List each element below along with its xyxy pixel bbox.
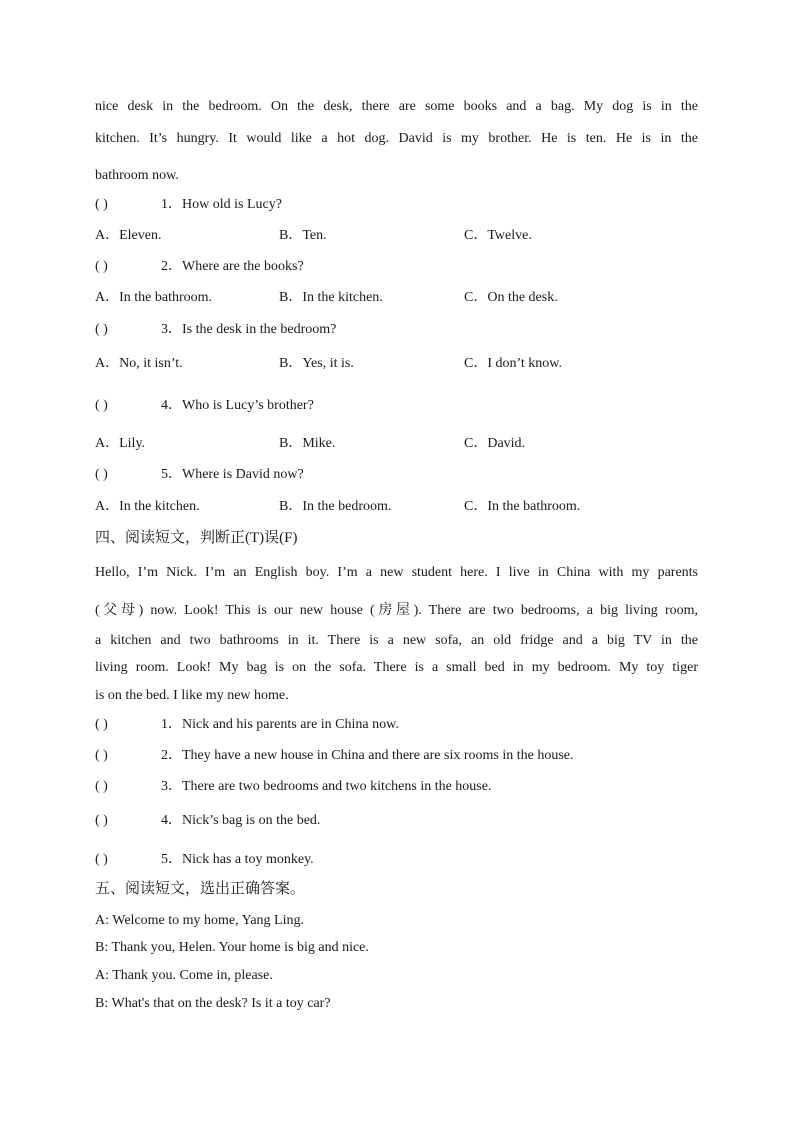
question-text: 1．Nick and his parents are in China now.	[161, 717, 399, 732]
answer-blank[interactable]: ( )	[95, 748, 108, 763]
s3-q5-option-b: B．In the bedroom.	[279, 499, 392, 514]
dialogue-line-2: B: Thank you, Helen. Your home is big and nice.	[95, 940, 369, 955]
answer-blank[interactable]: ( )	[95, 779, 108, 794]
s4-passage-line-2: (父母) now. Look! This is our new house (房屋). There are two bedrooms, a big living room,	[95, 603, 698, 618]
s3-q2-option-c: C．On the desk.	[464, 290, 558, 305]
question-text: 3．There are two bedrooms and two kitchens in the house.	[161, 779, 492, 794]
question-text: 2．Where are the books?	[161, 259, 304, 274]
question-text: 2．They have a new house in China and there are six rooms in the house.	[161, 748, 574, 763]
s3-question-5	[95, 466, 304, 484]
s3-q3-option-b: B．Yes, it is.	[279, 356, 354, 371]
s4-question-4	[95, 812, 320, 830]
answer-blank[interactable]: ( )	[95, 813, 108, 828]
s3-q2-option-a: A．In the bathroom.	[95, 290, 213, 305]
s3-q1-option-c: C．Twelve.	[464, 228, 532, 243]
answer-blank[interactable]: ( )	[95, 398, 108, 413]
question-text: 4．Who is Lucy’s brother?	[161, 398, 314, 413]
answer-blank[interactable]: ( )	[95, 322, 108, 337]
s4-question-3	[95, 778, 491, 796]
s3-q4-option-a: A．Lily.	[95, 436, 146, 451]
s3-q2-option-b: B．In the kitchen.	[279, 290, 383, 305]
s3-q3-option-c: C．I don’t know.	[464, 356, 562, 371]
s4-passage-line-4: living room. Look! My bag is on the sofa. There is a small bed in my bedroom. My toy tiger	[95, 660, 698, 675]
answer-blank[interactable]: ( )	[95, 467, 108, 482]
s3-question-3	[95, 321, 336, 339]
dialogue-line-4: B: What's that on the desk? Is it a toy car?	[95, 996, 331, 1011]
s4-passage-line-3: a kitchen and two bathrooms in it. There is a new sofa, an old fridge and a big TV in the	[95, 633, 698, 648]
answer-blank[interactable]: ( )	[95, 259, 108, 274]
answer-blank[interactable]: ( )	[95, 197, 108, 212]
section4-heading: 四、阅读短文，判断正(T)误(F)	[95, 530, 298, 546]
question-text: 4．Nick’s bag is on the bed.	[161, 813, 321, 828]
passage1-line-1: nice desk in the bedroom. On the desk, there are some books and a bag. My dog is in the	[95, 99, 698, 114]
s3-q4-option-b: B．Mike.	[279, 436, 336, 451]
question-text: 3．Is the desk in the bedroom?	[161, 322, 337, 337]
s4-passage-line-5: is on the bed. I like my new home.	[95, 688, 289, 703]
s3-q1-option-b: B．Ten.	[279, 228, 327, 243]
dialogue-line-1: A: Welcome to my home, Yang Ling.	[95, 913, 304, 928]
dialogue-line-3: A: Thank you. Come in, please.	[95, 968, 273, 983]
s3-question-1	[95, 196, 282, 214]
s3-q3-option-a: A．No, it isn’t.	[95, 356, 183, 371]
passage1-line-2: kitchen. It’s hungry. It would like a hot dog. David is my brother. He is ten. He is in the	[95, 131, 698, 146]
question-text: 5．Nick has a toy monkey.	[161, 852, 314, 867]
s4-question-2	[95, 747, 574, 765]
answer-blank[interactable]: ( )	[95, 852, 108, 867]
s3-q4-option-c: C．David.	[464, 436, 526, 451]
s4-passage-line-1: Hello, I’m Nick. I’m an English boy. I’m a new student here. I live in China with my parents	[95, 565, 698, 580]
passage1-line-3: bathroom now.	[95, 168, 179, 183]
question-text: 5．Where is David now?	[161, 467, 304, 482]
s4-question-1	[95, 716, 399, 734]
s3-question-4	[95, 397, 314, 415]
question-text: 1．How old is Lucy?	[161, 197, 282, 212]
s3-question-2	[95, 258, 304, 276]
s3-q5-option-c: C．In the bathroom.	[464, 499, 581, 514]
s4-question-5	[95, 851, 314, 869]
s3-q5-option-a: A．In the kitchen.	[95, 499, 200, 514]
section5-heading: 五、阅读短文，选出正确答案。	[95, 881, 306, 897]
s3-q1-option-a: A．Eleven.	[95, 228, 162, 243]
answer-blank[interactable]: ( )	[95, 717, 108, 732]
